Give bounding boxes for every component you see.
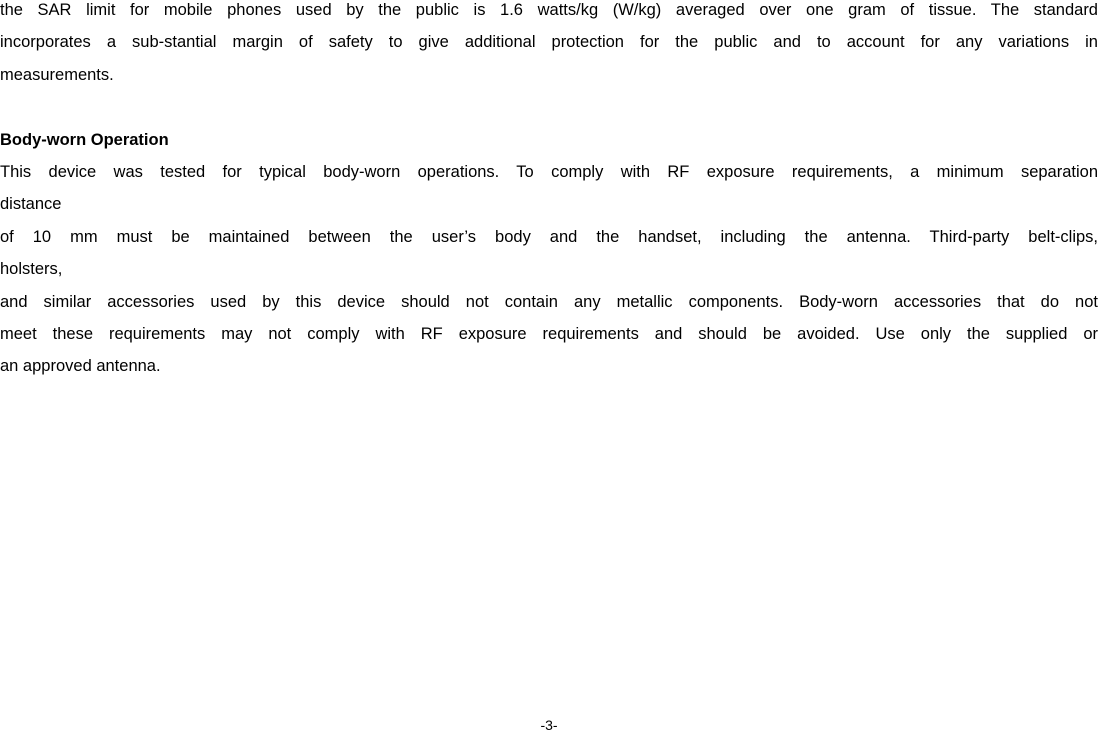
text-line: of 10 mm must be maintained between the user’s body and the handset, including the antenna. Third-party belt-clips, [0, 227, 1098, 246]
text-line: holsters, [0, 260, 63, 279]
text-line: an approved antenna. [0, 357, 161, 376]
text-line: incorporates a sub-stantial margin of safety to give additional protection for the public and to account for any variations in [0, 33, 1098, 52]
text-line: meet these requirements may not comply with RF exposure requirements and should be avoided. Use only the supplied or [0, 325, 1098, 344]
sar-paragraph [0, 0, 1098, 91]
text-line: This device was tested for typical body-worn operations. To comply with RF exposure requirements, a minimum separation [0, 163, 1098, 182]
spacer [0, 91, 1098, 123]
body-worn-section [0, 124, 1098, 383]
text-line: the SAR limit for mobile phones used by the public is 1.6 watts/kg (W/kg) averaged over one gram of tissue. The standard [0, 1, 1098, 19]
text-line: and similar accessories used by this device should not contain any metallic components. Body-worn accessories that do not [0, 292, 1098, 311]
section-heading: Body-worn Operation [0, 130, 169, 149]
text-line: measurements. [0, 65, 114, 84]
text-line: distance [0, 195, 62, 214]
page-number: -3- [540, 717, 558, 733]
